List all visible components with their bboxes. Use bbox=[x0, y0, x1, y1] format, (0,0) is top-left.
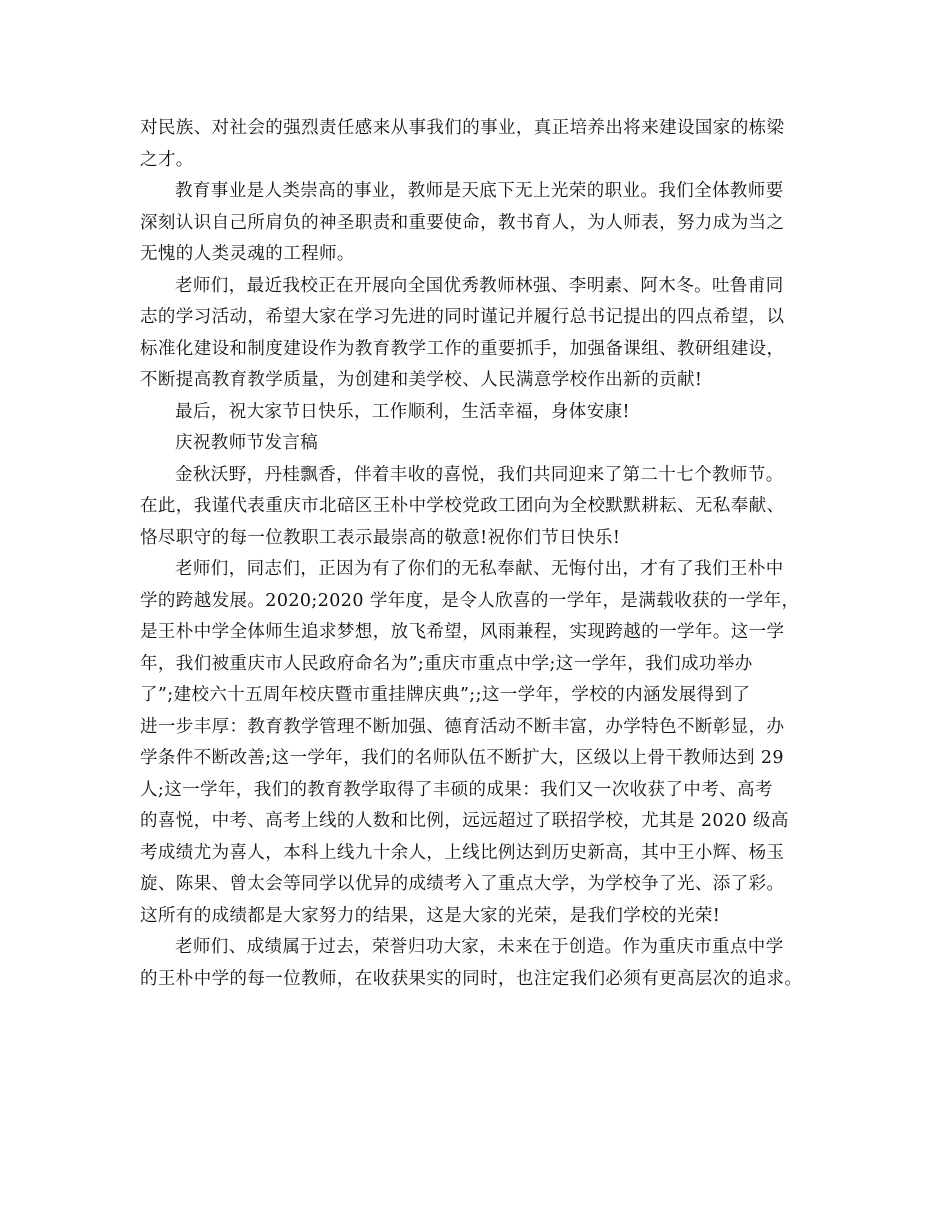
text-line: 教育事业是人类崇高的事业，教师是天底下无上光荣的职业。我们全体教师要 bbox=[175, 181, 784, 201]
text-line: 在此，我谨代表重庆市北碚区王朴中学校党政工团向为全校默默耕耘、无私奉献、 bbox=[140, 496, 785, 516]
section-title: 庆祝教师节发言稿 bbox=[175, 433, 319, 453]
text-line: 的王朴中学的每一位教师，在收获果实的同时，也注定我们必须有更高层次的追求。 bbox=[140, 968, 803, 989]
text-line: 考成绩尤为喜人，本科上线九十余人，上线比例达到历史新高，其中王小辉、杨玉 bbox=[140, 842, 785, 863]
text-line: 人;这一学年，我们的教育教学取得了丰硕的成果：我们又一次收获了中考、高考 bbox=[140, 779, 773, 800]
text-line: 不断提高教育教学质量，为创建和美学校、人民满意学校作出新的贡献! bbox=[140, 370, 703, 390]
document-body bbox=[140, 113, 840, 995]
text-line: 旋、陈果、曾太会等同学以优异的成绩考入了重点大学，为学校争了光、添了彩。 bbox=[140, 874, 785, 894]
text-line: 进一步丰厚：教育教学管理不断加强、德育活动不断丰富，办学特色不断彰显，办 bbox=[140, 716, 785, 737]
text-line: 最后，祝大家节日快乐，工作顺利，生活幸福，身体安康! bbox=[175, 401, 630, 422]
text-line: 学的跨越发展。2020;2020 学年度，是令人欣喜的一学年，是满载收获的一学年， bbox=[140, 590, 800, 611]
text-line: 深刻认识自己所肩负的神圣职责和重要使命，教书育人，为人师表，努力成为当之 bbox=[140, 212, 785, 233]
text-line: 年，我们被重庆市人民政府命名为”;重庆市重点中学;这一学年，我们成功举办 bbox=[140, 653, 753, 674]
text-line: 是王朴中学全体师生追求梦想，放飞希望，风雨兼程，实现跨越的一学年。这一学 bbox=[140, 622, 785, 642]
text-line: 老师们，同志们，正因为有了你们的无私奉献、无悔付出，才有了我们王朴中 bbox=[175, 559, 784, 579]
text-line: 志的学习活动，希望大家在学习先进的同时谨记并履行总书记提出的四点希望，以 bbox=[140, 307, 785, 327]
text-line: 了”;建校六十五周年校庆暨市重挂牌庆典”;;这一学年，学校的内涵发展得到了 bbox=[140, 685, 751, 705]
text-line: 标准化建设和制度建设作为教育教学工作的重要抓手，加强备课组、教研组建设， bbox=[140, 338, 785, 359]
text-line: 对民族、对社会的强烈责任感来从事我们的事业，真正培养出将来建设国家的栋梁 bbox=[140, 118, 785, 138]
text-line: 学条件不断改善;这一学年，我们的名师队伍不断扩大，区级以上骨干教师达到 29 bbox=[140, 748, 784, 768]
text-line: 老师们、成绩属于过去，荣誉归功大家，未来在于创造。作为重庆市重点中学 bbox=[175, 937, 784, 957]
text-line: 无愧的人类灵魂的工程师。 bbox=[140, 244, 355, 264]
text-line: 的喜悦，中考、高考上线的人数和比例，远远超过了联招学校，尤其是 2020 级高 bbox=[140, 811, 789, 831]
text-line: 老师们，最近我校正在开展向全国优秀教师林强、李明素、阿木冬。吐鲁甫同 bbox=[175, 275, 784, 296]
text-line: 金秋沃野，丹桂飘香，伴着丰收的喜悦，我们共同迎来了第二十七个教师节。 bbox=[175, 464, 784, 485]
text-line: 之才。 bbox=[140, 149, 194, 170]
text-line: 恪尽职守的每一位教职工表示最崇高的敬意!祝你们节日快乐! bbox=[140, 527, 621, 548]
text-line: 这所有的成绩都是大家努力的结果，这是大家的光荣，是我们学校的光荣! bbox=[140, 905, 721, 926]
